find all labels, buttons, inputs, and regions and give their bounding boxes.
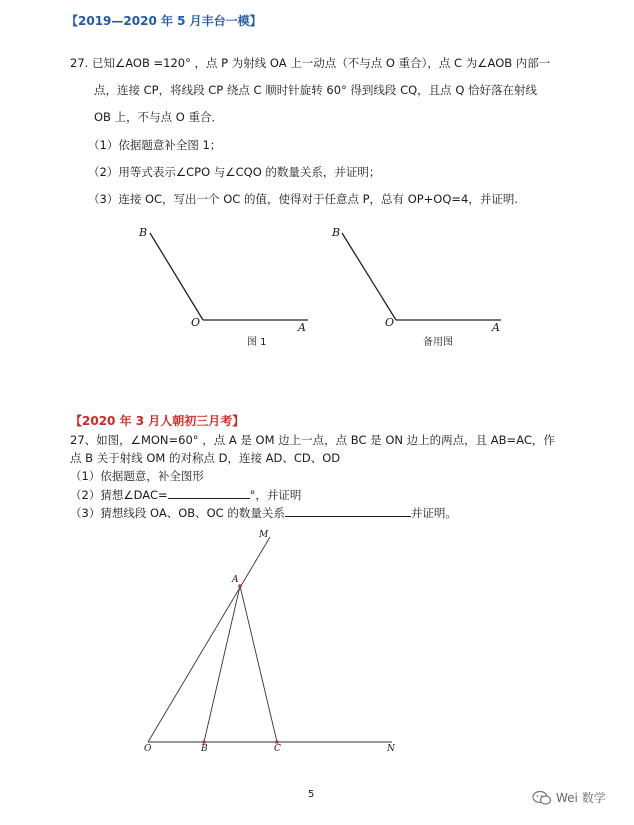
figure-3 xyxy=(148,537,392,742)
segment-ab xyxy=(204,586,240,742)
problem1-line-1: 27. 已知∠AOB =120° ，点 P 为射线 OA 上一动点（不与点 O 重合），点 C 为∠AOB 内部一 xyxy=(70,56,551,70)
fig1-label-b: B xyxy=(139,226,148,239)
figure-2 xyxy=(342,233,501,320)
watermark-text: Wei 数学 xyxy=(556,791,606,805)
problem2-part-1: （1）依据题意，补全图形 xyxy=(70,469,204,483)
fig1-label-o: O xyxy=(191,316,201,329)
ray-ob-fig1 xyxy=(150,233,203,320)
fig2-label-b: B xyxy=(332,226,341,239)
problem2-line-2: 点 B 关于射线 OM 的对称点 D，连接 AD、CD、OD xyxy=(70,451,341,465)
answer-blank-angle[interactable] xyxy=(168,486,250,499)
fig1-caption: 图 1 xyxy=(247,337,267,348)
ray-om xyxy=(148,537,270,742)
figure-1 xyxy=(150,233,308,320)
fig3-label-m: M xyxy=(259,530,269,540)
fig3-label-c: C xyxy=(274,744,281,754)
fig1-label-a: A xyxy=(298,321,306,334)
ray-ob-fig2 xyxy=(342,233,396,320)
problem2-part-2 xyxy=(70,486,301,503)
part3-suffix: 并证明。 xyxy=(410,506,457,520)
fig2-label-o: O xyxy=(385,316,395,329)
section1-header: 【2019—2020 年 5 月丰台一模】 xyxy=(66,14,262,28)
problem1-part-1: （1）依据题意补全图 1； xyxy=(88,138,222,152)
wechat-icon xyxy=(532,790,552,806)
fig3-label-a: A xyxy=(232,575,239,585)
problem1-part-2: （2）用等式表示∠CPO 与∠CQO 的数量关系，并证明； xyxy=(88,165,381,179)
section2-header: 【2020 年 3 月人朝初三月考】 xyxy=(70,414,245,428)
segment-ac xyxy=(240,586,277,742)
problem2-part-3 xyxy=(70,504,457,521)
answer-blank-relation[interactable] xyxy=(285,504,411,517)
fig3-label-n: N xyxy=(387,744,395,754)
fig2-caption: 备用图 xyxy=(423,337,453,348)
problem1-part-3: （3）连接 OC，写出一个 OC 的值，使得对于任意点 P，总有 OP+OQ=4，并证明. xyxy=(88,192,519,206)
watermark xyxy=(532,789,606,806)
fig3-label-o: O xyxy=(144,744,152,754)
part3-prefix: （3）猜想线段 OA、OB、OC 的数量关系 xyxy=(70,506,285,520)
page-number: 5 xyxy=(308,789,315,800)
fig2-label-a: A xyxy=(492,321,500,334)
part2-prefix: （2）猜想∠DAC= xyxy=(70,488,168,502)
fig3-label-b: B xyxy=(201,744,208,754)
problem1-line-2: 点，连接 CP，将线段 CP 绕点 C 顺时针旋转 60° 得到线段 CQ，且点 Q 恰好落在射线 xyxy=(94,83,538,97)
problem2-line-1: 27、如图，∠MON=60° ，点 A 是 OM 边上一点，点 BC 是 ON 边上的两点，且 AB=AC，作 xyxy=(70,433,555,447)
part2-suffix: °，并证明 xyxy=(249,488,302,502)
problem1-line-3: OB 上，不与点 O 重合． xyxy=(94,110,223,124)
figure-3-points xyxy=(202,584,279,744)
